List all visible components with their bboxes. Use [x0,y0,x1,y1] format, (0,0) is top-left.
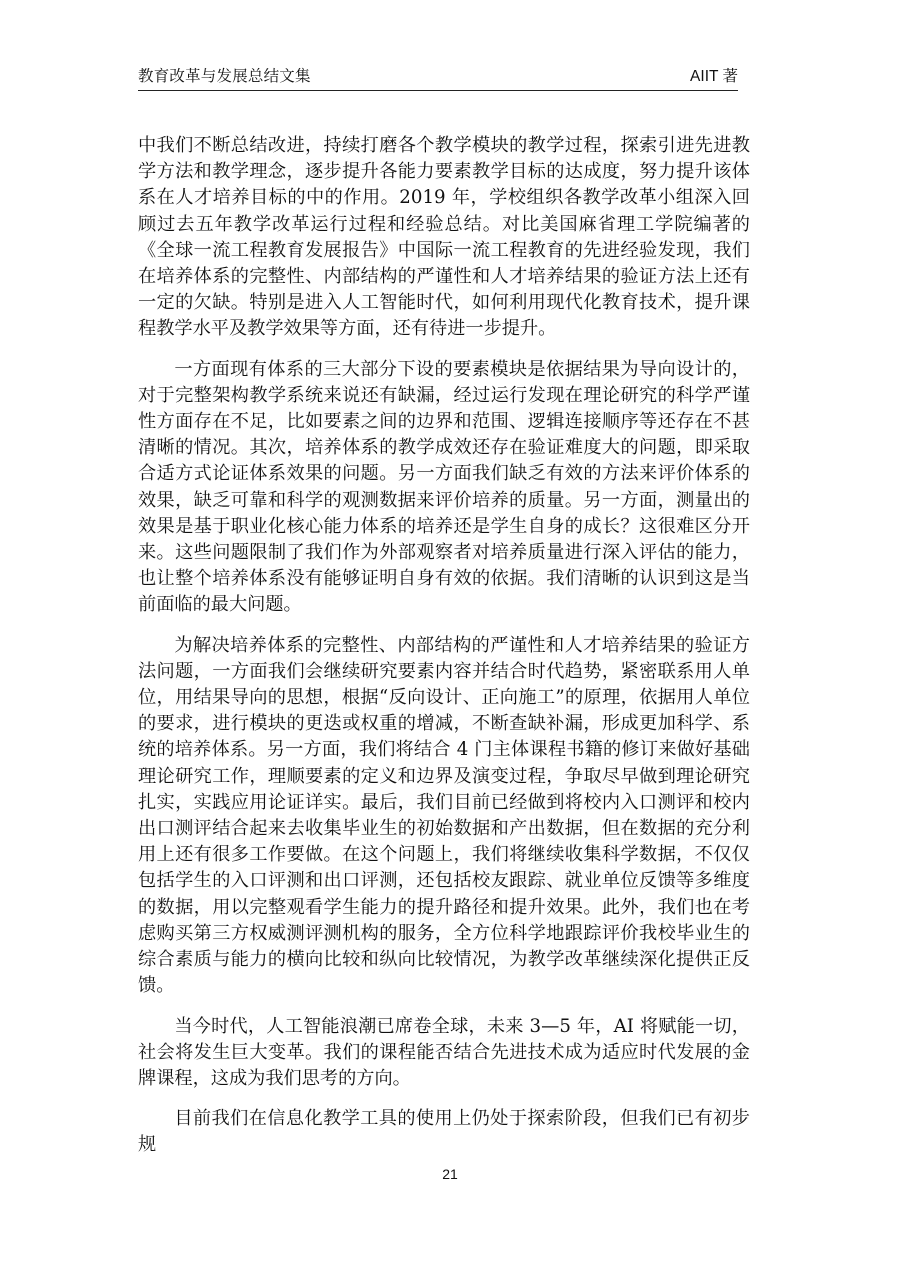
paragraph-3: 为解决培养体系的完整性、内部结构的严谨性和人才培养结果的验证方法问题，一方面我们会继续研究要素内容并结合时代趋势，紧密联系用人单位，用结果导向的思想，根据“反向设计、正向施工”的原理，依据用人单位的要求，进行模块的更迭或权重的增减，不断查缺补漏，形成更加科学、系统的培养体系。另一方面，我们将结合 4 门主体课程书籍的修订来做好基础理论研究工作，理顺要素的定义和边界及演变过程，争取尽早做到理论研究扎实，实践应用论证详实。最后，我们目前已经做到将校内入口测评和校内出口测评结合起来去收集毕业生的初始数据和产出数据，但在数据的充分利用上还有很多工作要做。在这个问题上，我们将继续收集科学数据，不仅仅包括学生的入口评测和出口评测，还包括校友跟踪、就业单位反馈等多维度的数据，用以完整观看学生能力的提升路径和提升效果。此外，我们也在考虑购买第三方权威测评测机构的服务，全方位科学地跟踪评价我校毕业生的综合素质与能力的横向比较和纵向比较情况，为教学改革继续深化提供正反馈。 [138,634,750,997]
paragraph-1: 中我们不断总结改进，持续打磨各个教学模块的教学过程，探索引进先进教学方法和教学理念，逐步提升各能力要素教学目标的达成度，努力提升该体系在人才培养目标的中的作用。2019 年，学校组织各教学改革小组深入回顾过去五年教学改革运行过程和经验总结。对比美国麻省理工学院编著的《全球一流工程教育发展报告》中国际一流工程教育的先进经验发现，我们在培养体系的完整性、内部结构的严谨性和人才培养结果的验证方法上还有一定的欠缺。特别是进入人工智能时代，如何利用现代化教育技术，提升课程教学水平及教学效果等方面，还有待进一步提升。 [138,135,750,340]
paragraph-2: 一方面现有体系的三大部分下设的要素模块是依据结果为导向设计的，对于完整架构教学系统来说还有缺漏，经过运行发现在理论研究的科学严谨性方面存在不足，比如要素之间的边界和范围、逻辑连接顺序等还存在不甚清晰的情况。其次，培养体系的教学成效还存在验证难度大的问题，即采取合适方式论证体系效果的问题。另一方面我们缺乏有效的方法来评价体系的效果，缺乏可靠和科学的观测数据来评价培养的质量。另一方面，测量出的效果是基于职业化核心能力体系的培养还是学生自身的成长？这很难区分开来。这些问题限制了我们作为外部观察者对培养质量进行深入评估的能力，也让整个培养体系没有能够证明自身有效的依据。我们清晰的认识到这是当前面临的最大问题。 [138,358,750,616]
page-number: 21 [442,1166,458,1182]
page-header [138,66,738,91]
page-body [138,133,750,1159]
paragraph-5: 目前我们在信息化教学工具的使用上仍处于探索阶段，但我们已有初步规 [138,1108,750,1156]
paragraph-4: 当今时代，人工智能浪潮已席卷全球，未来 3—5 年，AI 将赋能一切，社会将发生巨大变革。我们的课程能否结合先进技术成为适应时代发展的金牌课程，这成为我们思考的方向。 [138,1015,750,1089]
header-author: AIIT 著 [690,68,738,85]
header-book-title: 教育改革与发展总结文集 [138,67,311,85]
